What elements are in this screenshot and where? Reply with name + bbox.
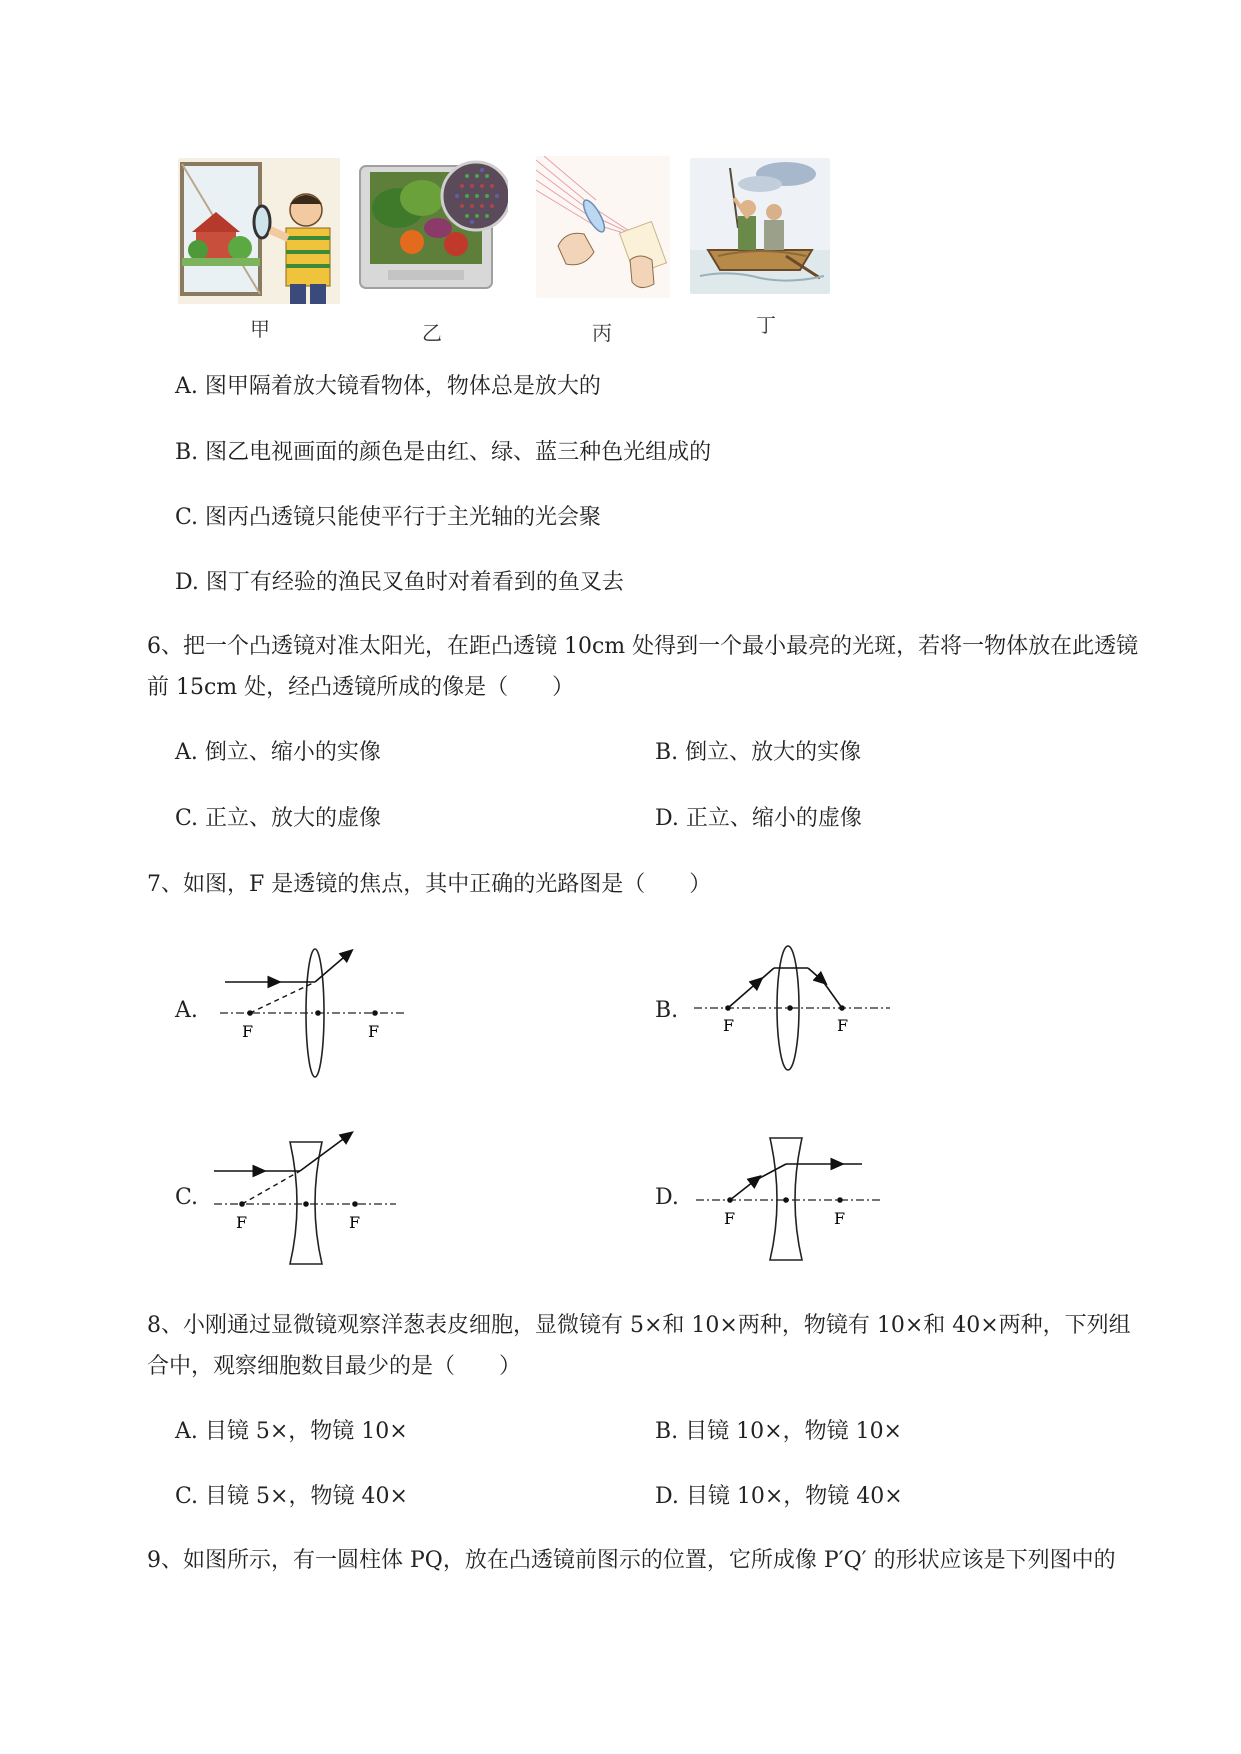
figure-ding-image [690,158,830,294]
q5-option-b[interactable]: B. 图乙电视画面的颜色是由红、绿、蓝三种色光组成的 [175,440,712,465]
tv-pixels-icon [358,158,508,296]
focus-label: F [834,1209,846,1228]
q7-option-c-label[interactable]: C. [175,1185,199,1210]
focus-label: F [349,1213,361,1232]
q8-stem-line1: 8、小刚通过显微镜观察洋葱表皮细胞，显微镜有 5×和 10×两种，物镜有 10×和 40×两种，下列组 [147,1313,1131,1338]
q5-option-c[interactable]: C. 图丙凸透镜只能使平行于主光轴的光会聚 [175,505,602,530]
focus-label: F [368,1022,380,1041]
q6-stem-line2: 前 15cm 处，经凸透镜所成的像是（ ） [147,675,575,700]
q5-option-d[interactable]: D. 图丁有经验的渔民叉鱼时对着看到的鱼叉去 [175,570,624,595]
q7-option-b-label[interactable]: B. [655,998,679,1023]
q7-option-a-label[interactable]: A. [175,998,198,1023]
q6-option-c[interactable]: C. 正立、放大的虚像 [175,806,382,831]
q8-option-c[interactable]: C. 目镜 5×，物镜 40× [175,1484,408,1509]
q7-stem: 7、如图，F 是透镜的焦点，其中正确的光路图是（ ） [147,872,712,897]
figure-jia-image [178,158,340,304]
q6-option-b[interactable]: B. 倒立、放大的实像 [655,740,862,765]
focus-label: F [236,1213,248,1232]
focus-label: F [723,1016,735,1035]
q6-option-d[interactable]: D. 正立、缩小的虚像 [655,806,862,831]
q8-stem-line2: 合中，观察细胞数目最少的是（ ） [147,1354,522,1379]
caption-jia: 甲 [250,317,270,341]
q7-diagram-a[interactable] [215,940,415,1080]
q8-option-a[interactable]: A. 目镜 5×，物镜 10× [175,1419,408,1444]
q7-diagram-b[interactable] [690,940,890,1080]
q7-diagram-d[interactable] [690,1128,890,1268]
focus-label: F [837,1016,849,1035]
q9-stem-line1: 9、如图所示，有一圆柱体 PQ，放在凸透镜前图示的位置，它所成像 P′Q′ 的形状应该是下列图中的 [147,1548,1116,1573]
q6-option-a[interactable]: A. 倒立、缩小的实像 [175,740,381,765]
caption-bing: 丙 [592,321,612,345]
q7-option-d-label[interactable]: D. [655,1185,679,1210]
q8-option-d[interactable]: D. 目镜 10×，物镜 40× [655,1484,903,1509]
caption-yi: 乙 [422,321,442,345]
caption-ding: 丁 [756,313,776,337]
figure-bing-image [536,156,670,298]
q5-option-a[interactable]: A. 图甲隔着放大镜看物体，物体总是放大的 [175,374,601,399]
magnifier-scene-icon [178,158,340,304]
q7-diagram-c[interactable] [210,1128,410,1268]
lens-focus-icon [536,156,670,298]
focus-label: F [242,1022,254,1041]
focus-label: F [724,1209,736,1228]
fishing-boat-icon [690,158,830,294]
q8-option-b[interactable]: B. 目镜 10×，物镜 10× [655,1419,902,1444]
q6-stem-line1: 6、把一个凸透镜对准太阳光，在距凸透镜 10cm 处得到一个最小最亮的光斑，若将一物体放在此透镜 [147,634,1139,659]
figure-yi-image [358,158,508,296]
